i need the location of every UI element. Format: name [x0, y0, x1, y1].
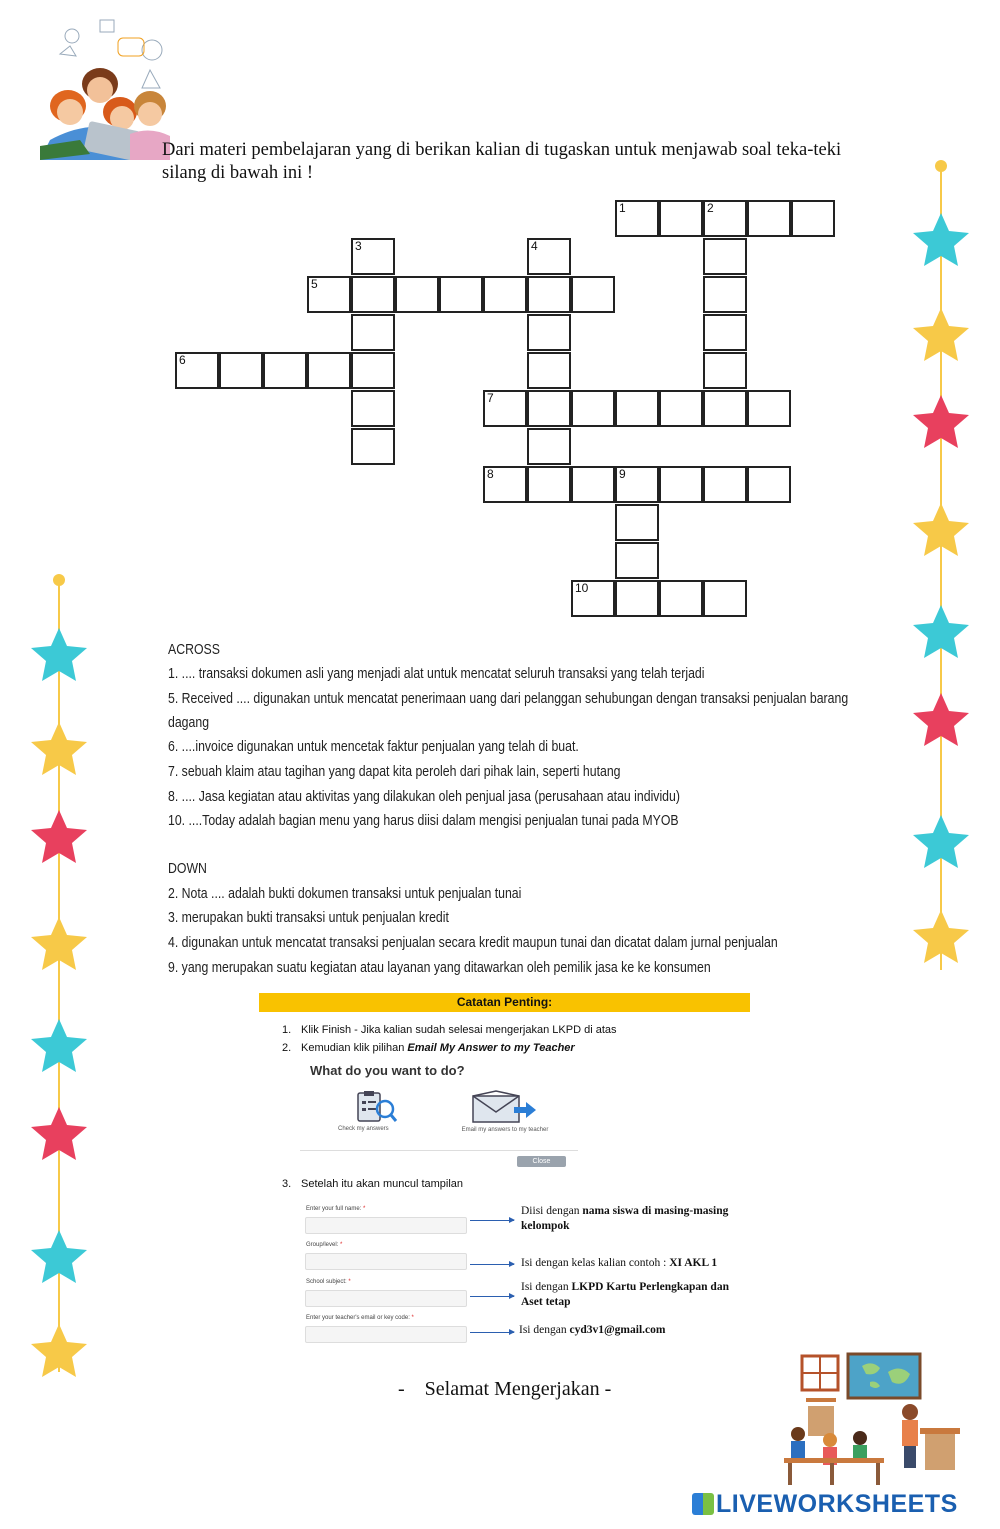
- notes-title: Catatan Penting:: [259, 993, 750, 1012]
- crossword-clue-number: 6: [179, 353, 186, 367]
- intro-line-1: Dari materi pembelajaran yang di berikan kalian di tugaskan untuk menjawab soal teka-teki: [162, 140, 842, 160]
- crossword-cell[interactable]: [307, 352, 351, 389]
- crossword-cell[interactable]: [219, 352, 263, 389]
- clue-across: 5. Received .... digunakan untuk mencatat penerimaan uang dari pelanggan sehubungan dengan transaksi penjualan barang: [168, 691, 849, 707]
- crossword-cell[interactable]: [571, 276, 615, 313]
- teacher-email-input[interactable]: [305, 1326, 467, 1343]
- dialog-preview: [300, 1060, 578, 1170]
- intro-line-2: silang di bawah ini !: [162, 163, 314, 183]
- school-subject-input[interactable]: [305, 1290, 467, 1307]
- group-level-hint: Isi dengan kelas kalian contoh : XI AKL 1: [521, 1257, 718, 1269]
- crossword-clue-number: 5: [311, 277, 318, 291]
- crossword-cell[interactable]: [659, 390, 703, 427]
- arrow-icon: [470, 1264, 514, 1265]
- crossword-clue-number: 9: [619, 467, 626, 481]
- clue-down: 4. digunakan untuk mencatat transaksi penjualan secara kredit maupun tunai dan dicatat dalam jurnal penjualan: [168, 935, 778, 951]
- clue-across: dagang: [168, 715, 210, 731]
- classroom-illustration: [780, 1350, 980, 1490]
- dialog-title: What do you want to do?: [310, 1063, 465, 1078]
- crossword-cell[interactable]: [703, 276, 747, 313]
- crossword-cell[interactable]: [703, 390, 747, 427]
- close-button[interactable]: Close: [517, 1156, 566, 1167]
- crossword-cell[interactable]: [703, 466, 747, 503]
- crossword-cell[interactable]: [659, 466, 703, 503]
- crossword-clue-number: 1: [619, 201, 626, 215]
- crossword-cell[interactable]: [527, 428, 571, 465]
- crossword-cell[interactable]: [527, 466, 571, 503]
- crossword-clue-number: 10: [575, 581, 589, 595]
- crossword-cell[interactable]: [351, 314, 395, 351]
- group-level-input[interactable]: [305, 1253, 467, 1270]
- crossword-cell[interactable]: [615, 504, 659, 541]
- full-name-hint: Diisi dengan nama siswa di masing-masing kelompok: [521, 1205, 729, 1232]
- crossword-clue-number: 4: [531, 239, 538, 253]
- clue-across: 1. .... transaksi dokumen asli yang menjadi alat untuk mencatat seluruh transaksi yang telah terjadi: [168, 666, 705, 682]
- crossword-cell[interactable]: [439, 276, 483, 313]
- step-2-prefix: Kemudian klik pilihan: [301, 1042, 408, 1054]
- arrow-icon: [470, 1296, 514, 1297]
- crossword-cell[interactable]: [571, 466, 615, 503]
- step-1-text: Klik Finish - Jika kalian sudah selesai mengerjakan LKPD di atas: [301, 1024, 617, 1036]
- arrow-icon: [470, 1220, 514, 1221]
- check-answers-option[interactable]: Check my answers: [338, 1126, 389, 1132]
- crossword-cell[interactable]: [747, 200, 791, 237]
- step-number: 2.: [282, 1042, 292, 1054]
- clue-down: 9. yang merupakan suatu kegiatan atau layanan yang ditawarkan oleh pemilik jasa ke ke konsumen: [168, 960, 711, 976]
- crossword-cell[interactable]: [527, 276, 571, 313]
- step-number: 1.: [282, 1024, 292, 1036]
- email-send-icon: [470, 1090, 540, 1124]
- crossword-clue-number: 8: [487, 467, 494, 481]
- arrow-icon: [470, 1332, 514, 1333]
- crossword-cell[interactable]: [527, 390, 571, 427]
- teacher-email-hint: Isi dengan cyd3v1@gmail.com: [519, 1324, 666, 1336]
- crossword-cell[interactable]: [659, 580, 703, 617]
- clue-across: 8. .... Jasa kegiatan atau aktivitas yang dilakukan oleh penjual jasa (perusahaan atau individu): [168, 789, 680, 805]
- crossword-clue-number: 7: [487, 391, 494, 405]
- star-garland-right: [905, 158, 977, 978]
- clipboard-search-icon: [355, 1090, 399, 1124]
- crossword-cell[interactable]: [351, 390, 395, 427]
- crossword-cell[interactable]: [483, 276, 527, 313]
- crossword-cell[interactable]: [703, 238, 747, 275]
- liveworksheets-logo[interactable]: LIVEWORKSHEETS: [692, 1490, 958, 1519]
- crossword-cell[interactable]: [703, 580, 747, 617]
- school-subject-label: School subject: *: [306, 1279, 351, 1285]
- closing-message: - Selamat Mengerjakan -: [398, 1378, 612, 1400]
- email-answers-option[interactable]: Email my answers to my teacher: [461, 1127, 549, 1133]
- clue-across: 6. ....invoice digunakan untuk mencetak faktur penjualan yang telah di buat.: [168, 739, 579, 755]
- clue-across: 10. ....Today adalah bagian menu yang harus diisi dalam mengisi penjualan tunai pada MYOB: [168, 813, 679, 829]
- crossword-cell[interactable]: [351, 428, 395, 465]
- crossword-cell[interactable]: [571, 390, 615, 427]
- star-garland-left: [24, 572, 96, 1384]
- crossword-cell[interactable]: [615, 542, 659, 579]
- crossword-cell[interactable]: [351, 276, 395, 313]
- teacher-email-label: Enter your teacher's email or key code: *: [306, 1315, 414, 1321]
- full-name-label: Enter your full name: *: [306, 1206, 366, 1212]
- step-3-text: Setelah itu akan muncul tampilan: [301, 1178, 464, 1190]
- crossword-cell[interactable]: [263, 352, 307, 389]
- full-name-input[interactable]: [305, 1217, 467, 1234]
- crossword-cell[interactable]: [747, 390, 791, 427]
- crossword-clue-number: 3: [355, 239, 362, 253]
- crossword-cell[interactable]: [615, 580, 659, 617]
- step-number: 3.: [282, 1178, 292, 1190]
- crossword-cell[interactable]: [747, 466, 791, 503]
- school-subject-hint: Isi dengan LKPD Kartu Perlengkapan dan Aset tetap: [521, 1281, 729, 1308]
- crossword-cell[interactable]: [527, 314, 571, 351]
- crossword-cell[interactable]: [703, 352, 747, 389]
- intro-text: [162, 139, 902, 185]
- across-heading: ACROSS: [168, 642, 220, 658]
- crossword-cell[interactable]: [615, 390, 659, 427]
- step-2-text: [301, 1042, 575, 1054]
- clue-down: 2. Nota .... adalah bukti dokumen transaksi untuk penjualan tunai: [168, 886, 522, 902]
- crossword-clue-number: 2: [707, 201, 714, 215]
- crossword-cell[interactable]: [395, 276, 439, 313]
- clue-across: 7. sebuah klaim atau tagihan yang dapat kita peroleh dari pihak lain, seperti hutang: [168, 764, 621, 780]
- crossword-cell[interactable]: [791, 200, 835, 237]
- logo-mark-icon: [692, 1493, 714, 1515]
- crossword-cell[interactable]: [527, 352, 571, 389]
- crossword-cell[interactable]: [659, 200, 703, 237]
- group-level-label: Group/level: *: [306, 1242, 343, 1248]
- step-2-emphasis: Email My Answer to my Teacher: [407, 1042, 575, 1054]
- down-heading: DOWN: [168, 861, 207, 877]
- crossword-cell[interactable]: [351, 352, 395, 389]
- crossword-cell[interactable]: [703, 314, 747, 351]
- clue-down: 3. merupakan bukti transaksi untuk penjualan kredit: [168, 910, 449, 926]
